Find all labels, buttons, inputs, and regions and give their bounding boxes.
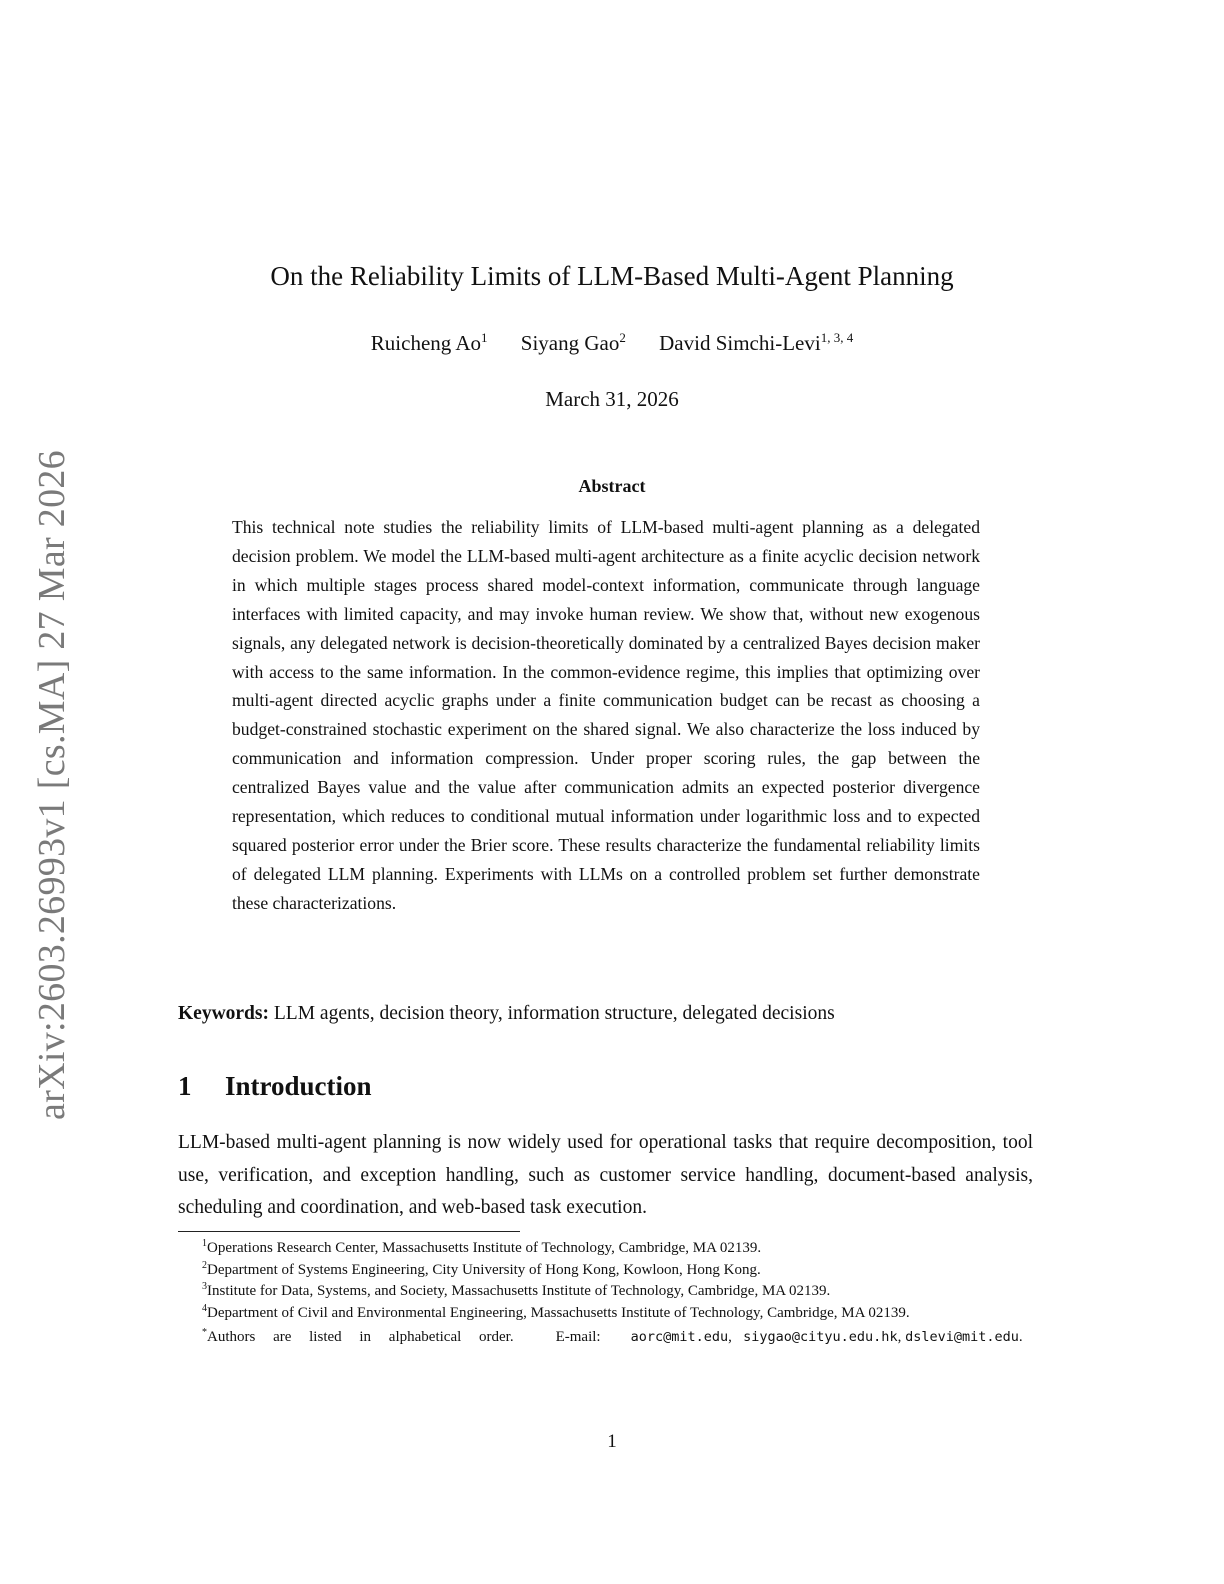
section-title: Introduction — [225, 1071, 372, 1101]
footnote-mark: 2 — [202, 1259, 207, 1271]
keywords-text: LLM agents, decision theory, information structure, delegated decisions — [273, 1003, 835, 1024]
footnote — [178, 1260, 1033, 1282]
footnote-mark: * — [202, 1327, 207, 1338]
footnote — [178, 1238, 1033, 1260]
footnote-text: Institute for Data, Systems, and Society, Massachusetts Institute of Technology, Cambridge, MA 02139. — [207, 1283, 831, 1299]
keywords-line — [178, 999, 1048, 1029]
footnote-text: Authors are listed in alphabetical order. — [207, 1329, 514, 1345]
footnote-mark: 4 — [202, 1302, 207, 1314]
page-number: 1 — [607, 1431, 617, 1452]
contact-footnote: *Authors are listed in alphabetical order. E-mail: aorc@mit.edu, siygao@cityu.edu.hk, dslevi@mit.edu. — [202, 1327, 1023, 1345]
footnote-text: Operations Research Center, Massachusetts Institute of Technology, Cambridge, MA 02139. — [207, 1240, 762, 1256]
author-list — [0, 328, 1224, 358]
author-affiliation-mark: 2 — [619, 330, 626, 345]
footnote-divider — [178, 1231, 520, 1232]
footnote-mark: 1 — [202, 1238, 207, 1249]
author-name: David Simchi-Levi — [659, 331, 821, 355]
abstract-heading: Abstract — [578, 476, 646, 496]
keywords-label: Keywords: — [178, 1003, 269, 1024]
footnotes — [178, 1238, 1033, 1349]
author-name: Ruicheng Ao — [370, 331, 482, 355]
section-number: 1 — [178, 1071, 192, 1101]
email-link[interactable]: aorc@mit.edu — [630, 1329, 729, 1345]
email-label: E-mail: — [555, 1329, 601, 1345]
author-2 — [521, 328, 626, 358]
author-affiliation-mark: 1 — [481, 330, 488, 345]
author-1 — [371, 328, 488, 358]
author-affiliation-mark: 1, 3, 4 — [820, 330, 854, 345]
intro-paragraph: LLM-based multi-agent planning is now widely used for operational tasks that require decomposition, tool use, verification, and exception handling, such as customer service handling, document-based analysis, scheduling and coordination, and web-based task execution. — [178, 1132, 1033, 1218]
footnote-mark: 3 — [202, 1281, 207, 1292]
author-3 — [659, 328, 853, 358]
footnote — [178, 1281, 1033, 1303]
section-heading — [178, 1068, 1048, 1104]
footnote-text: Department of Systems Engineering, City University of Hong Kong, Kowloon, Hong Kong. — [207, 1261, 761, 1278]
email-link[interactable]: siygao@cityu.edu.hk — [743, 1329, 898, 1345]
abstract-text: This technical note studies the reliability limits of LLM-based multi-agent planning as a delegated decision problem. We model the LLM-based multi-agent architecture as a finite acyclic decision network in which multiple stages process shared model-context information, communicate through language interfaces with limited capacity, and may invoke human review. We show that, without new exogenous signals, any delegated network is decision-theoretically dominated by a centralized Bayes decision maker with access to the same information. In the common-evidence regime, this implies that optimizing over multi-agent directed acyclic graphs under a finite communication budget can be recast as choosing a budget-constrained stochastic experiment on the shared signal. We also characterize the loss induced by communication and information compression. Under proper scoring rules, the gap between the centralized Bayes value and the value after communication admits an expected posterior divergence representation, which reduces to conditional mutual information under logarithmic loss and to expected squared posterior error under the Brier score. These results characterize the fundamental reliability limits of delegated LLM planning. Experiments with LLMs on a controlled problem set further demonstrate these characterizations. — [232, 517, 980, 913]
arxiv-identifier-stamp: arXiv:2603.26993v1 [cs.MA] 27 Mar 2026 — [31, 450, 73, 1120]
author-name: Siyang Gao — [520, 331, 620, 355]
publication-date: March 31, 2026 — [545, 387, 679, 411]
email-link[interactable]: dslevi@mit.edu — [905, 1329, 1019, 1345]
paper-title: On the Reliability Limits of LLM-Based Multi-Agent Planning — [270, 261, 954, 291]
footnote-text: Department of Civil and Environmental Engineering, Massachusetts Institute of Technology, Cambridge, MA 02139. — [207, 1304, 910, 1321]
footnote — [178, 1303, 1033, 1325]
